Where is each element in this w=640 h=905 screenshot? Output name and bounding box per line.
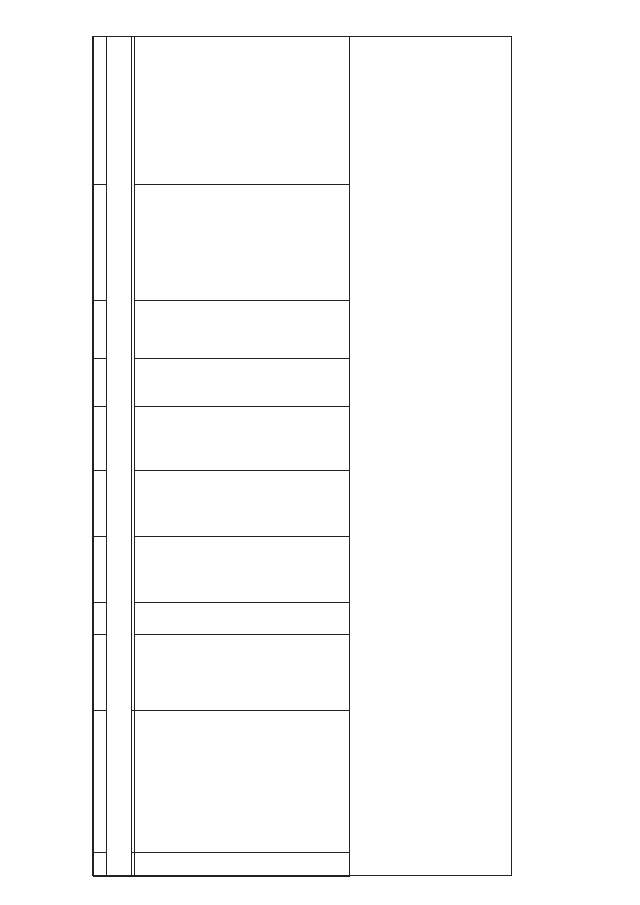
- column-number: [94, 635, 107, 711]
- subitem-number: [135, 853, 350, 877]
- column-number-row: [94, 37, 107, 877]
- subitem-regional: [135, 471, 350, 537]
- budget-table-rotated-content: [93, 37, 513, 877]
- section-title: [107, 37, 132, 877]
- column-number: [94, 603, 107, 635]
- column-number: [94, 185, 107, 301]
- subitem-total: [135, 537, 350, 603]
- subitem-indicators: [135, 37, 350, 185]
- column-number: [94, 853, 107, 877]
- section-row: [107, 37, 132, 877]
- subitem-municipal: [135, 359, 350, 407]
- budget-table-frame: [92, 36, 512, 876]
- column-number: [94, 537, 107, 603]
- budget-table: [93, 36, 350, 877]
- subitem-row: [135, 37, 350, 877]
- column-number: [94, 301, 107, 359]
- subitem-federal: [135, 407, 350, 471]
- column-number: [94, 471, 107, 537]
- footer-path: [33, 655, 43, 875]
- subitem-extra: [135, 301, 350, 359]
- column-number: [94, 407, 107, 471]
- subitem-year: [135, 603, 350, 635]
- column-number: [94, 711, 107, 853]
- column-number: [94, 37, 107, 185]
- subitem-goals: [135, 185, 350, 301]
- column-number: [94, 359, 107, 407]
- subitem-executor: [135, 635, 350, 711]
- subitem-name: [135, 711, 350, 853]
